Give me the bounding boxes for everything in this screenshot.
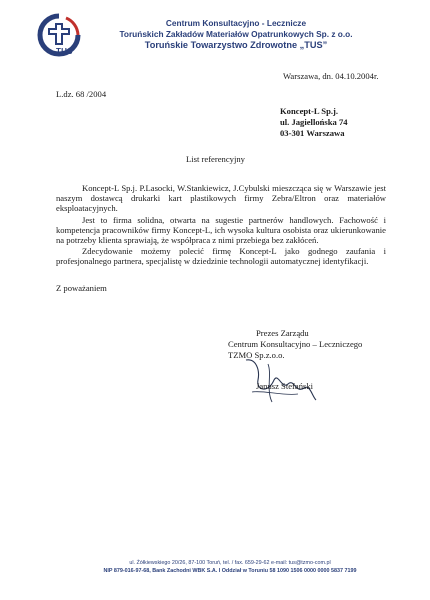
paragraph: Koncept-L Sp.j. P.Lasocki, W.Stankiewicz, J.Cybulski mieszcząca się w Warszawie jest naszym dostawcą drukarki kart plastikowych firmy Zebra/Eltron oraz materiałów eksploatacyjnych. <box>56 183 386 213</box>
handwritten-signature <box>238 350 318 410</box>
logo-text: TUS <box>56 47 73 56</box>
paragraph: Zdecydowanie możemy polecić firmę Koncept-L jako godnego zaufania i profesjonalnego partnera, specjalistę w dziedzinie technologii automatycznej identyfikacji. <box>56 246 386 266</box>
letterhead-line-1: Centrum Konsultacyjno - Lecznicze <box>165 18 307 28</box>
letterhead-line-2: Toruńskich Zakładów Materiałów Opatrunkowych Sp. z o.o. <box>119 29 353 39</box>
footer-line-2: NIP 879-016-97-68, Bank Zachodni WBK S.A. I Oddział w Toruniu 58 1090 1506 0000 0000 5837 7199 <box>103 567 357 574</box>
signatory-org-2: TZMO Sp.z.o.o. <box>228 350 285 360</box>
reference-number: L.dz. 68 /2004 <box>56 89 107 99</box>
footer-line-1: ul. Żółkiewskiego 20/26, 87-100 Toruń, tel. / fax. 659-29-62 e-mail: tus@tzmo-com.pl <box>129 560 331 566</box>
footer <box>70 560 390 575</box>
letter-subject: List referencyjny <box>186 154 245 164</box>
recipient-name: Koncept-L Sp.j. <box>280 106 339 116</box>
signatory-org-1: Centrum Konsultacyjno – Leczniczego <box>228 339 363 349</box>
paragraph: Jest to firma solidna, otwarta na sugestie partnerów handlowych. Fachowość i kompetencja pracowników firmy Koncept-L, ich wysoka kultura osobista oraz ukierunkowanie na potrzeby klienta sprawiają, że współpraca z nimi przebiega bez zakłóceń. <box>56 215 386 245</box>
closing: Z poważaniem <box>56 283 107 293</box>
recipient-city: 03-301 Warszawa <box>280 128 345 138</box>
signatory-name: Janusz Stefański <box>256 381 314 391</box>
letterhead <box>96 18 376 51</box>
place-date: Warszawa, dn. 04.10.2004r. <box>283 71 379 81</box>
letterhead-line-3: Toruńskie Towarzystwo Zdrowotne „TUS” <box>144 40 328 50</box>
signatory-title: Prezes Zarządu <box>256 328 309 338</box>
recipient-street: ul. Jagiellońska 74 <box>280 117 348 127</box>
